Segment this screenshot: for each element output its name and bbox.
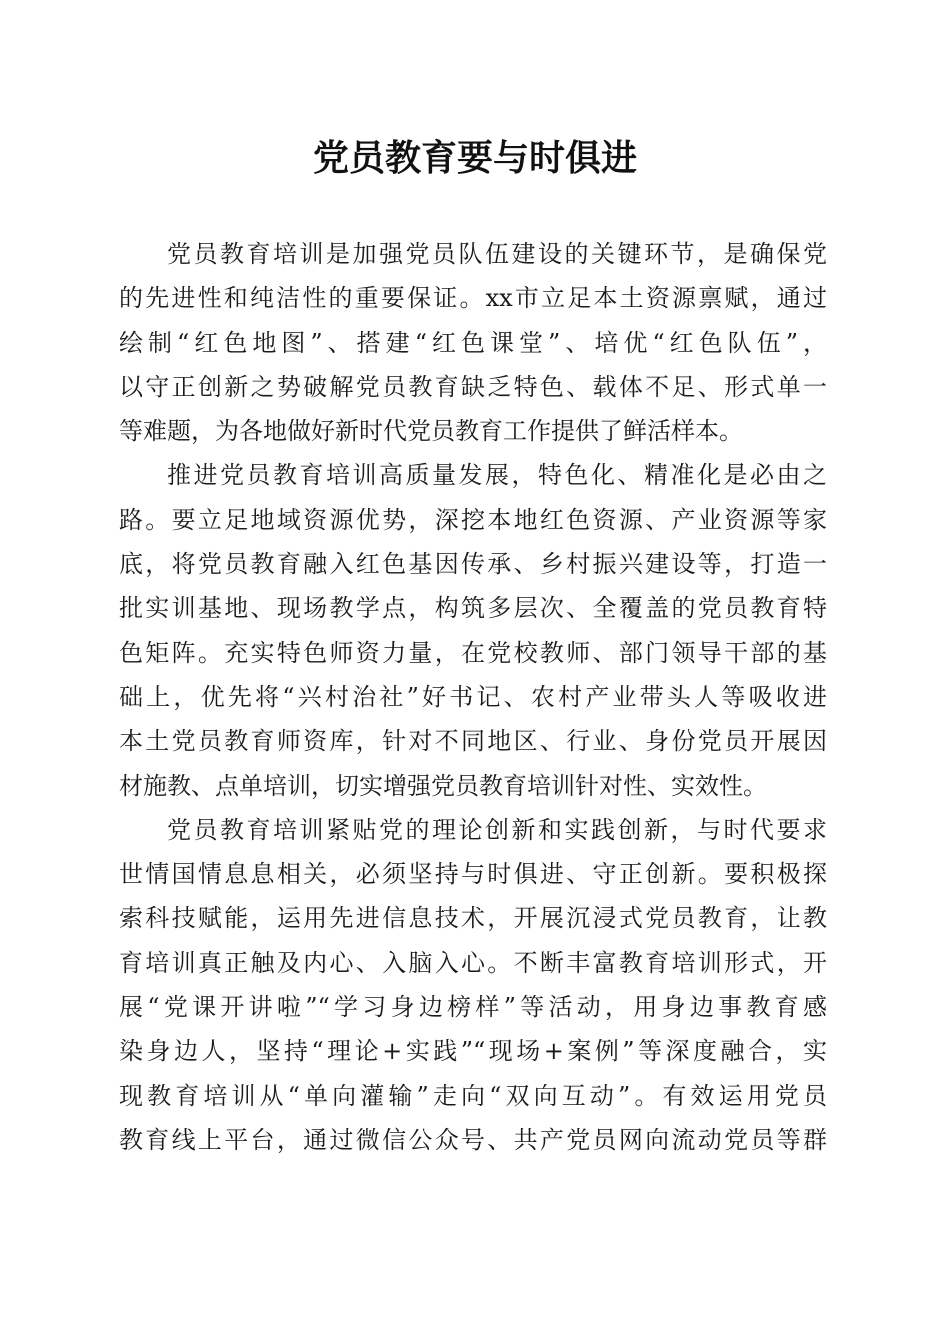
paragraph-2-line-8: 材施教、点单培训，切实增强党员教育培训针对性、实效性。 bbox=[119, 771, 767, 800]
paragraph-2-line-4: 批实训基地、现场教学点，构筑多层次、全覆盖的党员教育特 bbox=[119, 594, 827, 623]
paragraph-2-line-1: 推进党员教育培训高质量发展，特色化、精准化是必由之 bbox=[167, 461, 827, 490]
paragraph-3-line-1: 党员教育培训紧贴党的理论创新和实践创新，与时代要求 bbox=[167, 815, 827, 844]
paragraph-3-line-5: 展“党课开讲啦”“学习身边榜样”等活动，用身边事教育感 bbox=[119, 993, 827, 1022]
paragraph-2-line-5: 色矩阵。充实特色师资力量，在党校教师、部门领导干部的基 bbox=[119, 638, 827, 667]
paragraph-2-line-7: 本土党员教育师资库，针对不同地区、行业、身份党员开展因 bbox=[119, 727, 827, 756]
paragraph-2-line-6: 础上，优先将“兴村治社”好书记、农村产业带头人等吸收进 bbox=[119, 682, 827, 711]
paragraph-3-line-6: 染身边人，坚持“理论+实践”“现场+案例”等深度融合，实 bbox=[119, 1037, 827, 1066]
paragraph-3-line-7: 现教育培训从“单向灌输”走向“双向互动”。有效运用党员 bbox=[119, 1081, 827, 1110]
paragraph-1-line-5: 等难题，为各地做好新时代党员教育工作提供了鲜活样本。 bbox=[119, 417, 743, 446]
paragraph-1-line-4: 以守正创新之势破解党员教育缺乏特色、载体不足、形式单一 bbox=[119, 372, 827, 401]
paragraph-3-line-2: 世情国情息息相关，必须坚持与时俱进、守正创新。要积极探 bbox=[119, 860, 827, 889]
document-body bbox=[119, 232, 827, 1162]
paragraph-1-line-2: 的先进性和纯洁性的重要保证。xx市立足本土资源禀赋，通过 bbox=[119, 284, 827, 313]
page-title: 党员教育要与时俱进 bbox=[312, 137, 637, 179]
paragraph-2-line-2: 路。要立足地域资源优势，深挖本地红色资源、产业资源等家 bbox=[119, 505, 827, 534]
paragraph-1-line-3: 绘制“红色地图”、搭建“红色课堂”、培优“红色队伍”， bbox=[119, 328, 827, 357]
paragraph-2-line-3: 底，将党员教育融入红色基因传承、乡村振兴建设等，打造一 bbox=[119, 550, 827, 579]
paragraph-3-line-3: 索科技赋能，运用先进信息技术，开展沉浸式党员教育，让教 bbox=[119, 904, 827, 933]
paragraph-3-line-8: 教育线上平台，通过微信公众号、共产党员网向流动党员等群 bbox=[119, 1125, 827, 1154]
paragraph-1-line-1: 党员教育培训是加强党员队伍建设的关键环节，是确保党 bbox=[167, 240, 827, 268]
paragraph-3-line-4: 育培训真正触及内心、入脑入心。不断丰富教育培训形式，开 bbox=[119, 948, 827, 977]
